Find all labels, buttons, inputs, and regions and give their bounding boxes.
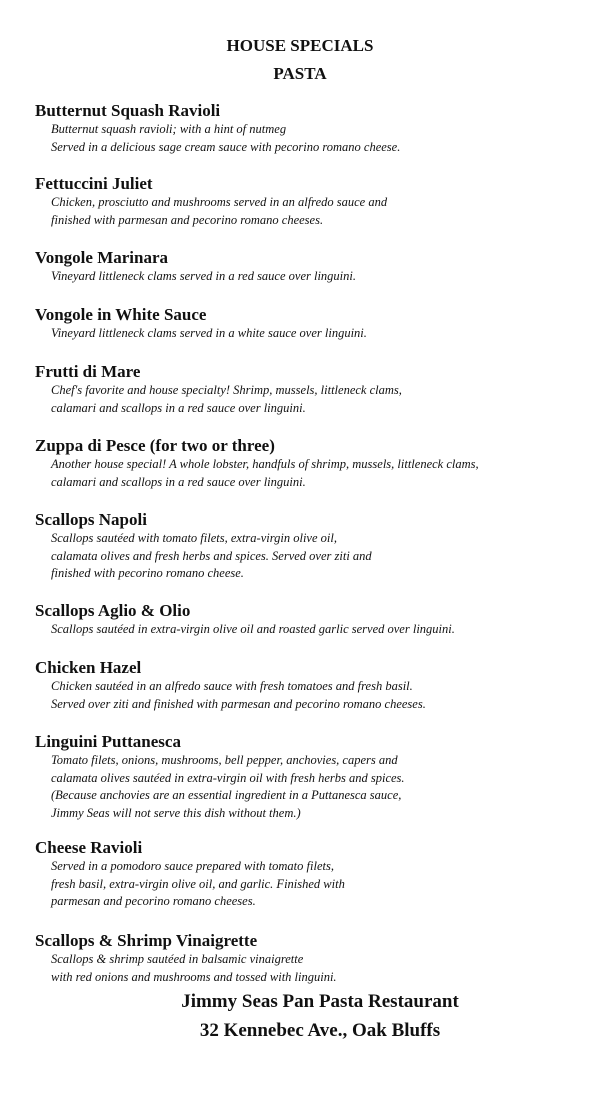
menu-item (35, 362, 575, 417)
menu-item-name: Vongole Marinara (35, 248, 169, 267)
description-line: calamata olives sautéed in extra-virgin oil with fresh herbs and spices. (51, 770, 405, 785)
description-line: fresh basil, extra-virgin olive oil, and garlic. Finished with (51, 876, 345, 891)
description-line: finished with pecorino romano cheese. (51, 566, 244, 580)
description-line: calamari and scallops in a red sauce over linguini. (51, 474, 306, 489)
menu-item-name: Zuppa di Pesce (for two or three) (35, 436, 275, 455)
menu-item-description (35, 951, 575, 986)
menu-item-description (35, 530, 575, 583)
menu-item-name: Scallops Aglio & Olio (35, 601, 191, 620)
menu-item (35, 931, 575, 986)
menu-item-name: Linguini Puttanesca (35, 732, 181, 751)
menu-item-description (35, 325, 575, 343)
menu-item-description (35, 456, 575, 491)
menu-item-name: Cheese Ravioli (35, 838, 143, 857)
menu-item-name: Scallops & Shrimp Vinaigrette (35, 931, 258, 950)
menu-item-description (35, 121, 575, 156)
menu-item-description (35, 194, 575, 229)
menu-section-title: PASTA (273, 64, 327, 83)
menu-item (35, 658, 575, 713)
description-line: parmesan and pecorino romano cheeses. (51, 894, 256, 908)
restaurant-name: Jimmy Seas Pan Pasta Restaurant (181, 991, 459, 1012)
menu-item-description (35, 678, 575, 713)
menu-heading: HOUSE SPECIALS (226, 36, 374, 55)
menu-item-name: Vongole in White Sauce (35, 305, 207, 324)
description-line: (Because anchovies are an essential ingredient in a Puttanesca sauce, (51, 788, 402, 802)
description-line: Vineyard littleneck clams served in a red sauce over linguini. (51, 269, 357, 283)
menu-item-name: Frutti di Mare (35, 362, 141, 381)
menu-item-description (35, 621, 575, 639)
description-line: Vineyard littleneck clams served in a white sauce over linguini. (51, 326, 367, 340)
description-line: calamata olives and fresh herbs and spices. Served over ziti and (51, 548, 372, 563)
description-line: Another house special! A whole lobster, handfuls of shrimp, mussels, littleneck clams, (51, 457, 479, 471)
description-line: Chicken sautéed in an alfredo sauce with fresh tomatoes and fresh basil. (51, 679, 413, 693)
description-line: calamari and scallops in a red sauce over linguini. (51, 400, 306, 415)
menu-item-name: Butternut Squash Ravioli (35, 101, 221, 120)
menu-item (35, 436, 575, 491)
description-line: Tomato filets, onions, mushrooms, bell pepper, anchovies, capers and (51, 753, 398, 767)
description-line: Jimmy Seas will not serve this dish without them.) (51, 805, 301, 820)
menu-item-description (35, 268, 575, 286)
description-line: finished with parmesan and pecorino romano cheeses. (51, 212, 324, 227)
description-line: Scallops & shrimp sautéed in balsamic vinaigrette (51, 952, 304, 966)
menu-item (35, 732, 575, 822)
menu-item-name: Scallops Napoli (35, 510, 147, 529)
menu-item-description (35, 382, 575, 417)
menu-item (35, 838, 575, 911)
menu-item (35, 248, 575, 286)
description-line: Scallops sautéed with tomato filets, extra-virgin olive oil, (51, 531, 337, 545)
description-line: Served over ziti and finished with parmesan and pecorino romano cheeses. (51, 696, 426, 711)
description-line: with red onions and mushrooms and tossed with linguini. (51, 969, 337, 984)
restaurant-address: 32 Kennebec Ave., Oak Bluffs (199, 1020, 441, 1041)
menu-item (35, 101, 575, 156)
menu-item (35, 174, 575, 229)
description-line: Served in a delicious sage cream sauce with pecorino romano cheese. (51, 139, 401, 154)
description-line: Butternut squash ravioli; with a hint of nutmeg (51, 122, 287, 136)
description-line: Chef's favorite and house specialty! Shrimp, mussels, littleneck clams, (51, 383, 402, 397)
menu-item-name: Chicken Hazel (35, 658, 142, 677)
menu-item-name: Fettuccini Juliet (35, 174, 153, 193)
description-line: Scallops sautéed in extra-virgin olive oil and roasted garlic served over linguini. (51, 622, 455, 636)
menu-item (35, 510, 575, 583)
menu-item-description (35, 858, 575, 911)
description-line: Chicken, prosciutto and mushrooms served in an alfredo sauce and (51, 195, 388, 209)
description-line: Served in a pomodoro sauce prepared with tomato filets, (51, 859, 334, 873)
menu-item (35, 601, 575, 639)
menu-item (35, 305, 575, 343)
menu-item-description (35, 752, 575, 822)
